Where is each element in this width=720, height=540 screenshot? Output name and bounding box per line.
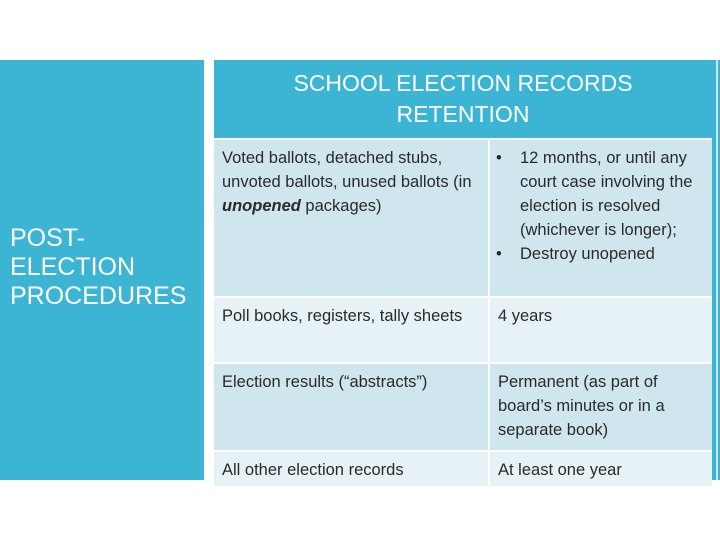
record-emphasis: unopened [222,197,301,215]
table-row-3-retention: Permanent (as part of board’s minutes or in a separate book) [490,364,712,450]
table-row-1-record [214,140,488,296]
table-row-2-retention: 4 years [490,298,712,362]
section-title: POST-ELECTION PROCEDURES [10,224,187,310]
table-row-3-record: Election results (“abstracts”) [214,364,488,450]
table-header [214,60,712,138]
retention-list [492,146,704,266]
table-row-2-record: Poll books, registers, tally sheets [214,298,488,362]
record-text-start: Voted ballots, detached stubs, unvoted ballots, unused ballots (in [222,149,472,191]
record-text-end: packages) [300,197,382,215]
table-row-4-record: All other election records [214,452,488,486]
table-row-1-retention [490,140,712,296]
list-item: • Destroy unopened [492,242,704,266]
slide-edge-line [716,60,718,480]
list-item: • 12 months, or until any court case involving the election is resolved (whichever is longer); [492,146,704,242]
table-row-4-retention: At least one year [490,452,712,486]
table-title: SCHOOL ELECTION RECORDS RETENTION [293,70,633,127]
